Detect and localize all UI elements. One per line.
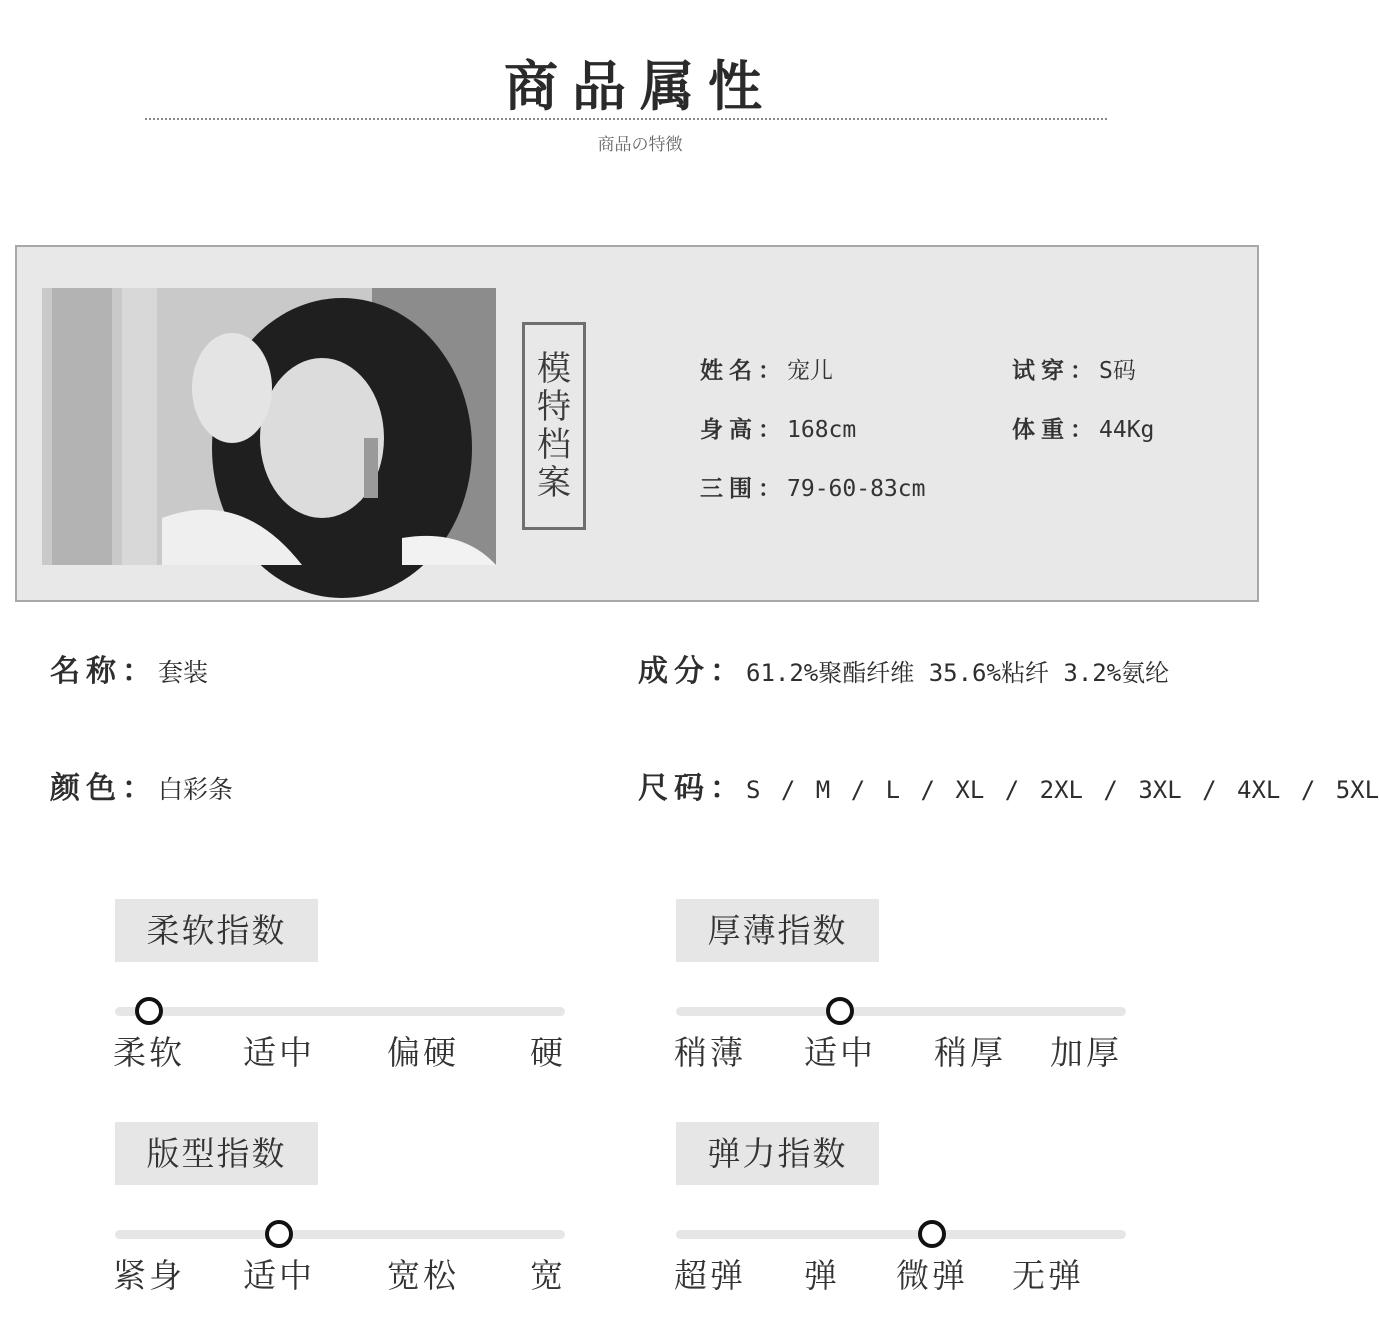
model-weight-label: 体重： [1012, 416, 1099, 443]
thickness-label-1: 稍薄 [674, 1033, 746, 1072]
product-name [50, 646, 208, 690]
size-label: 尺码： [638, 771, 746, 806]
fit-label-1: 紧身 [113, 1256, 185, 1295]
model-height-value: 168cm [787, 417, 857, 443]
model-trial-label: 试穿： [1012, 357, 1099, 384]
thickness-label-2: 适中 [804, 1033, 876, 1072]
fit-label-4: 宽 [530, 1256, 566, 1295]
softness-index-track [115, 1007, 565, 1016]
elasticity-index-title: 弹力指数 [676, 1122, 879, 1185]
page-title: 商品属性 [504, 54, 776, 118]
thickness-index-title: 厚薄指数 [676, 899, 879, 962]
softness-index-title: 柔软指数 [115, 899, 318, 962]
fit-label-3: 宽松 [387, 1256, 459, 1295]
model-height-label: 身高： [700, 416, 787, 443]
model-measurements [700, 470, 925, 503]
model-portrait-image [42, 288, 496, 565]
thickness-label-3: 稍厚 [934, 1033, 1006, 1072]
softness-label-4: 硬 [530, 1033, 566, 1072]
product-composition [638, 646, 1169, 690]
model-name [700, 352, 833, 385]
thickness-index-knob [826, 997, 854, 1025]
model-trial-value: S码 [1099, 358, 1136, 384]
elasticity-label-3: 微弹 [896, 1256, 968, 1295]
composition-label: 成分： [638, 654, 746, 689]
page-subtitle: 商品の特徴 [597, 135, 683, 155]
color-label: 颜色： [50, 771, 158, 806]
product-name-value: 套装 [158, 658, 209, 687]
model-profile-heading: 模特档案 [537, 349, 571, 503]
model-weight [1012, 411, 1154, 444]
fit-label-2: 适中 [243, 1256, 315, 1295]
fit-index-knob [265, 1220, 293, 1248]
thickness-label-4: 加厚 [1050, 1033, 1122, 1072]
model-measure-value: 79-60-83cm [787, 476, 926, 502]
model-photo [42, 288, 496, 565]
model-profile-badge [522, 322, 586, 530]
product-sizes [638, 763, 1379, 807]
model-name-label: 姓名： [700, 357, 787, 384]
model-name-value: 宠儿 [787, 358, 833, 384]
model-measure-label: 三围： [700, 475, 787, 502]
size-value: S / M / L / XL / 2XL / 3XL / 4XL / 5XL [746, 776, 1379, 804]
model-weight-value: 44Kg [1099, 417, 1155, 443]
fit-index-title: 版型指数 [115, 1122, 318, 1185]
softness-index-knob [135, 997, 163, 1025]
product-color [50, 763, 233, 807]
elasticity-index-track [676, 1230, 1126, 1239]
softness-label-2: 适中 [243, 1033, 315, 1072]
dotted-divider [145, 118, 1107, 120]
elasticity-label-2: 弹 [804, 1256, 840, 1295]
composition-value: 61.2%聚酯纤维 35.6%粘纤 3.2%氨纶 [746, 659, 1170, 687]
softness-label-3: 偏硬 [387, 1033, 459, 1072]
color-value: 白彩条 [158, 775, 234, 804]
elasticity-label-1: 超弹 [674, 1256, 746, 1295]
model-height [700, 411, 856, 444]
fit-index-track [115, 1230, 565, 1239]
softness-label-1: 柔软 [113, 1033, 185, 1072]
elasticity-index-knob [918, 1220, 946, 1248]
product-name-label: 名称： [50, 654, 158, 689]
model-trial-size [1012, 352, 1136, 385]
thickness-index-track [676, 1007, 1126, 1016]
elasticity-label-4: 无弹 [1012, 1256, 1084, 1295]
